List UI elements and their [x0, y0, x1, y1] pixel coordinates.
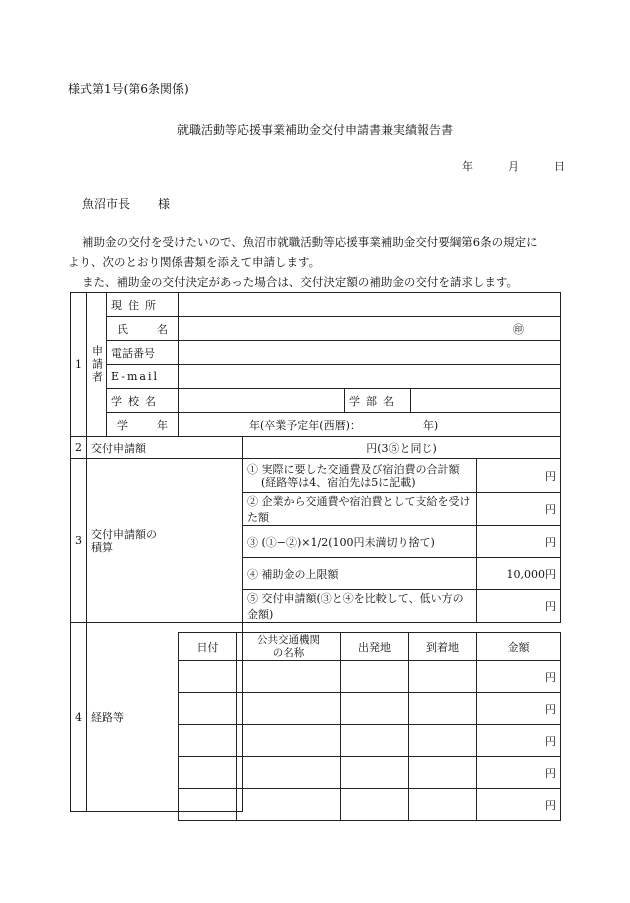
route-departure-cell[interactable] — [341, 693, 409, 725]
route-date-cell[interactable] — [179, 789, 237, 821]
calc-amount-3[interactable]: 円 — [477, 526, 561, 558]
calc-amount-5[interactable]: 円 — [477, 590, 561, 623]
intro-line-2: より、次のとおり関係書類を添えて申請します。 — [68, 255, 321, 269]
row-grade — [71, 413, 561, 437]
route-arrival-cell[interactable] — [409, 757, 477, 789]
calc-item-3: ③ (①−②)×1/2(100円未満切り捨て) — [243, 526, 477, 558]
section-4-number: 4 — [71, 623, 87, 812]
calc-item-1-line-2: (経路等は4、宿泊先は5に記載) — [261, 475, 416, 489]
grade-label — [107, 413, 179, 437]
route-departure-cell[interactable] — [341, 661, 409, 693]
row-phone — [71, 341, 561, 365]
intro-line-3: また、補助金の交付決定があった場合は、交付決定額の補助金の交付を請求します。 — [82, 275, 518, 289]
route-amount-cell[interactable]: 円 — [477, 789, 561, 821]
route-col-transport — [237, 633, 341, 661]
route-row — [179, 693, 561, 725]
calc-amount-1[interactable]: 円 — [477, 459, 561, 493]
grade-field[interactable] — [179, 413, 561, 437]
name-label-b: 名 — [157, 322, 168, 336]
amount-field[interactable]: 円(3⑤と同じ) — [243, 437, 561, 459]
route-row — [179, 789, 561, 821]
name-label-a: 氏 — [117, 322, 128, 336]
school-label: 学校名 — [107, 389, 179, 413]
route-label: 経路等 — [87, 623, 243, 812]
name-label — [107, 317, 179, 341]
date-line — [462, 158, 565, 174]
calc-item-1-line-1: ① 実際に要した交通費及び宿泊費の合計額 — [247, 462, 460, 476]
address-label: 現住所 — [107, 293, 179, 317]
route-table — [178, 632, 561, 821]
phone-label: 電話番号 — [107, 341, 179, 365]
grade-suffix: 年) — [422, 418, 439, 432]
route-amount-cell[interactable]: 円 — [477, 661, 561, 693]
calc-item-2: ② 企業から交通費や宿泊費として支給を受けた額 — [243, 493, 477, 526]
calc-label-line-2: 積算 — [91, 540, 113, 554]
route-transport-cell[interactable] — [237, 757, 341, 789]
route-date-cell[interactable] — [179, 725, 237, 757]
route-header-row-grid — [179, 633, 561, 661]
row-name — [71, 317, 561, 341]
calc-amount-4: 10,000円 — [477, 558, 561, 590]
route-arrival-cell[interactable] — [409, 661, 477, 693]
route-col-arrival: 到着地 — [409, 633, 477, 661]
calc-item-1 — [243, 459, 477, 493]
grade-text: 年(卒業予定年(西暦)： — [249, 418, 361, 432]
route-arrival-cell[interactable] — [409, 789, 477, 821]
route-departure-cell[interactable] — [341, 757, 409, 789]
email-label: E-mail — [107, 365, 179, 389]
route-col-transport-line-1: 公共交通機関 — [257, 633, 320, 646]
date-month: 月 — [508, 160, 519, 173]
row-address — [71, 293, 561, 317]
faculty-label: 学部名 — [345, 389, 411, 413]
route-date-cell[interactable] — [179, 661, 237, 693]
route-col-departure: 出発地 — [341, 633, 409, 661]
calc-label-line-1: 交付申請額の — [91, 527, 157, 541]
addressee-honorific: 様 — [158, 197, 171, 211]
date-year: 年 — [462, 160, 473, 173]
route-amount-cell[interactable]: 円 — [477, 757, 561, 789]
email-field[interactable] — [179, 365, 561, 389]
route-transport-cell[interactable] — [237, 789, 341, 821]
form-number: 様式第1号(第6条関係) — [68, 82, 189, 96]
route-col-transport-line-2: の名称 — [272, 646, 305, 659]
addressee-name: 魚沼市長 — [82, 197, 131, 211]
route-departure-cell[interactable] — [341, 725, 409, 757]
addressee — [82, 195, 170, 212]
seal-mark: ㊞ — [513, 322, 525, 336]
route-col-date: 日付 — [179, 633, 237, 661]
applicant-group-label: 申請者 — [87, 293, 107, 437]
date-day: 日 — [554, 160, 565, 173]
faculty-field[interactable] — [411, 389, 561, 413]
route-date-cell[interactable] — [179, 693, 237, 725]
route-arrival-cell[interactable] — [409, 693, 477, 725]
amount-label: 交付申請額 — [87, 437, 243, 459]
section-3-number: 3 — [71, 459, 87, 623]
route-transport-cell[interactable] — [237, 693, 341, 725]
calc-item-4: ④ 補助金の上限額 — [243, 558, 477, 590]
calc-row-1 — [71, 459, 561, 493]
route-arrival-cell[interactable] — [409, 725, 477, 757]
section-2-number: 2 — [71, 437, 87, 459]
row-amount — [71, 437, 561, 459]
grade-label-b: 年 — [157, 418, 168, 432]
phone-field[interactable] — [179, 341, 561, 365]
grade-label-a: 学 — [117, 418, 128, 432]
row-email — [71, 365, 561, 389]
route-date-cell[interactable] — [179, 757, 237, 789]
route-amount-cell[interactable]: 円 — [477, 725, 561, 757]
calc-amount-2[interactable]: 円 — [477, 493, 561, 526]
calc-item-5: ⑤ 交付申請額(③と④を比較して、低い方の金額) — [243, 590, 477, 623]
route-transport-cell[interactable] — [237, 725, 341, 757]
section-1-number: 1 — [71, 293, 87, 437]
calc-label — [87, 459, 243, 623]
address-field[interactable] — [179, 293, 561, 317]
document-title: 就職活動等応援事業補助金交付申請書兼実績報告書 — [176, 123, 453, 137]
route-amount-cell[interactable]: 円 — [477, 693, 561, 725]
name-field[interactable] — [179, 317, 561, 341]
school-field[interactable] — [179, 389, 345, 413]
route-departure-cell[interactable] — [341, 789, 409, 821]
intro-line-1: 補助金の交付を受けたいので、魚沼市就職活動等応援事業補助金交付要綱第6条の規定に — [82, 235, 538, 249]
route-row — [179, 757, 561, 789]
route-row — [179, 661, 561, 693]
route-col-amount: 金額 — [477, 633, 561, 661]
row-school — [71, 389, 561, 413]
route-row — [179, 725, 561, 757]
route-transport-cell[interactable] — [237, 661, 341, 693]
